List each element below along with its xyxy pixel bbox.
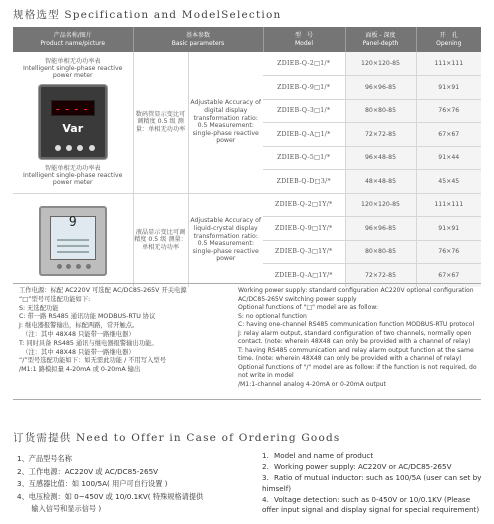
note-line: Optional functions of "/" model are as follow: if the function is not required, do not write in model — [238, 363, 477, 379]
model-cell: ZDIEB-Q-3□1Y/* — [263, 240, 345, 264]
order-title: 订货需提供 Need to Offer in Case of Ordering Goods — [13, 432, 341, 444]
list-item: 3. Ratio of mutual inductor: such as 100/5A (user can set by himself) — [262, 473, 482, 493]
product-caption-en: Intelligent single-phase reactive power meter — [23, 172, 123, 187]
header-basic: 基本参数 Basic parameters — [133, 27, 263, 52]
model-cell: ZDIEB-Q-2□1/* — [263, 52, 345, 76]
basic-params-cn-1: 数码管显示变比可调精度 0.5 级 测量：单相无功功率 — [133, 52, 188, 193]
note-line: （注：其中 48X48 只能带一路继电器） — [19, 348, 135, 356]
panel-cell: 120×120-85 — [345, 193, 416, 217]
notes-en — [238, 287, 478, 389]
list-item: 4、电压检测：如 0~450V 或 10/0.1KV( 特殊规格请提供 — [17, 491, 204, 501]
header-model: 型 号 Model — [263, 27, 345, 52]
opening-cell: 45×45 — [416, 170, 481, 194]
model-cell: ZDIEB-Q-A□1/* — [263, 123, 345, 147]
model-cell: ZDIEB-Q-9□1/* — [263, 76, 345, 100]
lcd-meter-image — [39, 206, 107, 276]
opening-cell: 76×76 — [416, 240, 481, 264]
basic-params-en-1: Adjustable Accuracy of digital display transformation ratio: 0.5 Measurement: single-phase reactive power — [188, 52, 263, 193]
product-caption-cn: 智能单相无功功率表 — [44, 165, 101, 173]
meter-buttons — [55, 145, 95, 151]
table-row — [13, 193, 481, 217]
lcd-display — [50, 216, 96, 260]
notes-section — [13, 283, 481, 400]
header-product: 产品名称/图片 Product name/picture — [13, 27, 133, 52]
note-line: C: having one-channel RS485 communication function MODBUS-RTU protocol — [238, 321, 475, 328]
spec-table — [13, 27, 481, 287]
note-line: Optional functions of "□" model are as follow: — [238, 304, 379, 311]
note-line: T: having RS485 communication and relay alarm output function at the same time. (note: wherein 48X48 can only be provided with a channel of relay) — [238, 346, 474, 362]
panel-cell: 96×48-85 — [345, 146, 416, 170]
note-line: /M1:1-channel analog 4-20mA or 0-20mA output — [238, 380, 386, 388]
digital-meter-image — [39, 85, 107, 159]
note-line: “/”型号选配功能如下：如无需此功能 / 不用写入型号 — [19, 357, 167, 365]
meter-buttons — [57, 264, 91, 269]
panel-cell: 96×96-85 — [345, 217, 416, 241]
panel-cell: 80×80-85 — [345, 99, 416, 123]
opening-cell: 91×91 — [416, 76, 481, 100]
order-list-cn — [17, 453, 252, 516]
lcd-value: 9 — [68, 215, 77, 231]
order-list-en — [262, 451, 484, 516]
note-line: T: 同时具备 RS485 通讯与继电器报警输出功能。 — [19, 339, 158, 347]
panel-cell: 72×72-85 — [345, 123, 416, 147]
table-header — [13, 27, 481, 52]
note-line: C: 带一路 RS485 通讯功能 MODBUS-RTU 协议 — [19, 313, 156, 321]
list-item: 3、互感器比值：如 100/5A( 用户可自行设置 ) — [17, 479, 168, 489]
opening-cell: 111×111 — [416, 193, 481, 217]
header-opening: 开 孔 Opening — [416, 27, 481, 52]
note-line: （注：其中 48X48 只能带一路继电器） — [19, 330, 135, 338]
panel-cell: 120×120-85 — [345, 52, 416, 76]
header-panel: 面板 - 深度 Panel-depth — [345, 27, 416, 52]
spec-title: 规格选型 Specification and ModelSelection — [13, 9, 282, 21]
panel-cell: 72×72-85 — [345, 264, 416, 288]
list-item: 2、工作电源：AC220V 或 AC/DC85-265V — [17, 466, 159, 476]
note-line: S: no optional function — [238, 312, 307, 320]
basic-params-en-2: Adjustable Accuracy of liquid-crystal display transformation ratio: 0.5 Measurement: single-phase reactive power — [190, 217, 262, 263]
unit-label: Var — [62, 122, 84, 136]
note-line: J: relay alarm output, standard configuration of two channels, normally open contact. (note: wherein 48X48 can only be provided with a channel of relay) — [238, 329, 472, 345]
product-cell-1 — [13, 52, 133, 193]
product-cell-2 — [13, 193, 133, 287]
model-cell: ZDIEB-Q-A□1Y/* — [263, 264, 345, 288]
panel-cell: 80×80-85 — [345, 240, 416, 264]
model-cell: ZDIEB-Q-D□3/* — [263, 170, 345, 194]
table-row — [13, 52, 481, 76]
basic-params-cn-2: 液晶显示变比可调精度 0.5 级 测量：单相无功功率 — [133, 193, 188, 287]
opening-cell: 67×67 — [416, 123, 481, 147]
note-line: “□”型号可选配功能如下: — [19, 295, 91, 303]
list-item: 2. Working power supply: AC220V or AC/DC85-265V — [262, 462, 452, 472]
led-display: ---- — [51, 100, 95, 116]
model-cell: ZDIEB-Q-5□1/* — [263, 146, 345, 170]
list-item: 输入信号和显示信号 ) — [17, 504, 102, 514]
opening-cell: 111×111 — [416, 52, 481, 76]
model-cell: ZDIEB-Q-2□1Y/* — [263, 193, 345, 217]
note-line: 工作电源：标配 AC220V 可选配 AC/DC85-265V 开关电源 — [19, 287, 187, 294]
note-line: J: 继电器报警输出，标配两路，常开触点。 — [19, 322, 139, 330]
model-cell: ZDIEB-Q-9□1Y/* — [263, 217, 345, 241]
opening-cell: 91×44 — [416, 146, 481, 170]
panel-cell: 48×48-85 — [345, 170, 416, 194]
panel-cell: 96×96-85 — [345, 76, 416, 100]
product-name-en: Intelligent single-phase reactive power meter — [23, 65, 123, 80]
list-item: 1、产品型号名称 — [17, 454, 72, 463]
opening-cell: 67×67 — [416, 264, 481, 288]
list-item: 4. Voltage detection: such as 0-450V or 10/0.1KV (Please offer input signal and display signal for special requirement) — [262, 494, 480, 515]
model-cell: ZDIEB-Q-3□1/* — [263, 99, 345, 123]
list-item: 1. Model and name of product — [262, 451, 374, 460]
note-line: /M1:1 路模拟量 4-20mA 或 0-20mA 输出 — [19, 366, 141, 374]
note-line: S: 无选配功能 — [19, 304, 59, 312]
note-line: Working power supply: standard configuration AC220V optional configuration AC/DC85-265V switching power supply — [238, 287, 474, 303]
product-name-cn: 智能单相无功功率表 — [44, 58, 101, 66]
opening-cell: 91×91 — [416, 217, 481, 241]
opening-cell: 76×76 — [416, 99, 481, 123]
notes-cn — [19, 287, 237, 375]
